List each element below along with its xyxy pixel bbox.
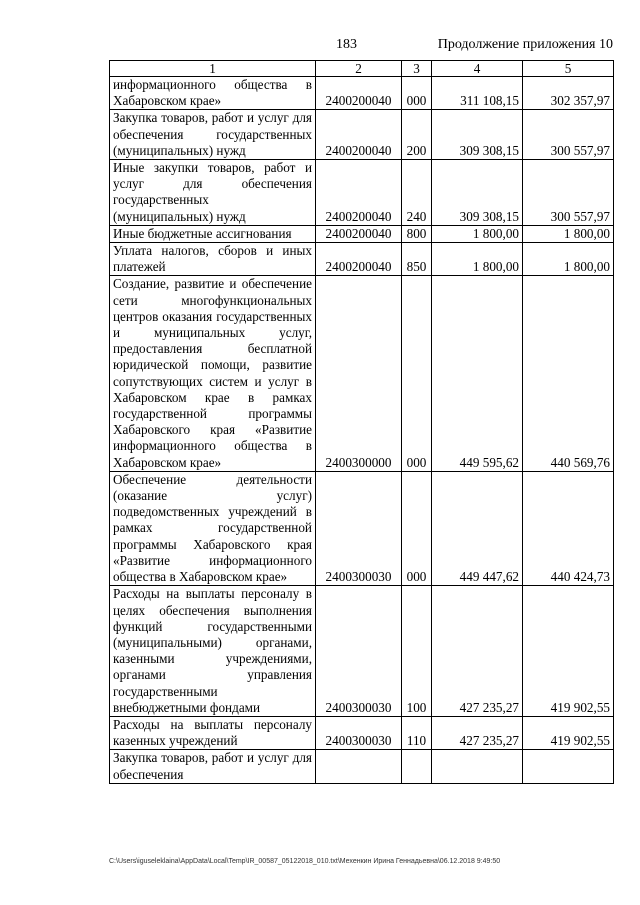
row-name-cell: Расходы на выплаты персоналу в целях обеспечения выполнения функций государственными (муниципальными) органами, казенными учреждениями, органами управления государственными внебюджетными фондами <box>110 586 316 717</box>
row-expense-type-cell: 850 <box>402 243 432 276</box>
row-code-cell: 2400200040 <box>316 225 402 242</box>
row-amount-2019-cell: 309 308,15 <box>432 160 523 226</box>
row-amount-2020-cell: 302 357,97 <box>523 77 614 110</box>
table-row <box>110 110 614 160</box>
row-expense-type-cell: 000 <box>402 77 432 110</box>
row-amount-2019-cell: 309 308,15 <box>432 110 523 160</box>
row-code-cell: 2400300030 <box>316 586 402 717</box>
row-name-cell: Закупка товаров, работ и услуг для обеспечения государственных (муниципальных) нужд <box>110 110 316 160</box>
row-expense-type-cell: 000 <box>402 471 432 585</box>
row-amount-2020-cell: 419 902,55 <box>523 716 614 749</box>
row-amount-2019-cell: 427 235,27 <box>432 716 523 749</box>
column-header: 2 <box>316 61 402 77</box>
table-row <box>110 716 614 749</box>
row-expense-type-cell: 200 <box>402 110 432 160</box>
column-header: 5 <box>523 61 614 77</box>
row-name-cell: Иные бюджетные ассигнования <box>110 225 316 242</box>
table-row <box>110 77 614 110</box>
table-header-row <box>110 61 614 77</box>
row-name-cell: Обеспечение деятельности (оказание услуг) подведомственных учреждений в рамках государственной программы Хабаровского края «Развитие информационного общества в Хабаровском крае» <box>110 471 316 585</box>
row-expense-type-cell: 240 <box>402 160 432 226</box>
column-header: 3 <box>402 61 432 77</box>
footer-file-path: C:\Users\iguseleklaina\AppData\Local\Temp\IR_00587_05122018_010.txt\Мехенкин Ирина Геннадьевна\06.12.2018 9:49:50 <box>109 858 501 865</box>
row-expense-type-cell <box>402 750 432 783</box>
row-code-cell: 2400200040 <box>316 110 402 160</box>
table-row <box>110 243 614 276</box>
row-name-cell: Закупка товаров, работ и услуг для обеспечения <box>110 750 316 783</box>
row-amount-2019-cell: 311 108,15 <box>432 77 523 110</box>
row-name-cell: информационного общества в Хабаровском крае» <box>110 77 316 110</box>
page-number: 183 <box>336 37 357 52</box>
row-amount-2019-cell: 1 800,00 <box>432 225 523 242</box>
row-name-cell: Уплата налогов, сборов и иных платежей <box>110 243 316 276</box>
row-amount-2019-cell: 427 235,27 <box>432 586 523 717</box>
row-amount-2019-cell: 449 595,62 <box>432 276 523 471</box>
page-caption: Продолжение приложения 10 <box>437 37 613 52</box>
table-row <box>110 160 614 226</box>
column-header: 1 <box>110 61 316 77</box>
row-amount-2020-cell: 440 569,76 <box>523 276 614 471</box>
row-code-cell: 2400300000 <box>316 276 402 471</box>
table-row <box>110 750 614 783</box>
row-amount-2020-cell: 300 557,97 <box>523 110 614 160</box>
row-code-cell: 2400200040 <box>316 243 402 276</box>
row-amount-2020-cell: 440 424,73 <box>523 471 614 585</box>
row-code-cell <box>316 750 402 783</box>
row-code-cell: 2400300030 <box>316 716 402 749</box>
row-amount-2020-cell <box>523 750 614 783</box>
table-row <box>110 276 614 471</box>
table-body <box>110 77 614 784</box>
row-expense-type-cell: 800 <box>402 225 432 242</box>
row-amount-2020-cell: 419 902,55 <box>523 586 614 717</box>
row-name-cell: Расходы на выплаты персоналу казенных учреждений <box>110 716 316 749</box>
row-amount-2019-cell: 449 447,62 <box>432 471 523 585</box>
table-row <box>110 225 614 242</box>
row-amount-2019-cell: 1 800,00 <box>432 243 523 276</box>
row-expense-type-cell: 110 <box>402 716 432 749</box>
budget-table <box>109 60 614 784</box>
row-expense-type-cell: 000 <box>402 276 432 471</box>
row-expense-type-cell: 100 <box>402 586 432 717</box>
row-code-cell: 2400300030 <box>316 471 402 585</box>
row-amount-2020-cell: 300 557,97 <box>523 160 614 226</box>
row-name-cell: Создание, развитие и обеспечение сети многофункциональных центров оказания государственных и муниципальных услуг, предоставления бесплатной юридической помощи, развитие сопутствующих систем и услуг в Хабаровском крае в рамках государственной программы Хабаровского края «Развитие информационного общества в Хабаровском крае» <box>110 276 316 471</box>
column-header: 4 <box>432 61 523 77</box>
row-code-cell: 2400200040 <box>316 160 402 226</box>
row-amount-2019-cell <box>432 750 523 783</box>
row-amount-2020-cell: 1 800,00 <box>523 225 614 242</box>
table-row <box>110 471 614 585</box>
row-amount-2020-cell: 1 800,00 <box>523 243 614 276</box>
row-name-cell: Иные закупки товаров, работ и услуг для обеспечения государственных (муниципальных) нужд <box>110 160 316 226</box>
row-code-cell: 2400200040 <box>316 77 402 110</box>
table-row <box>110 586 614 717</box>
